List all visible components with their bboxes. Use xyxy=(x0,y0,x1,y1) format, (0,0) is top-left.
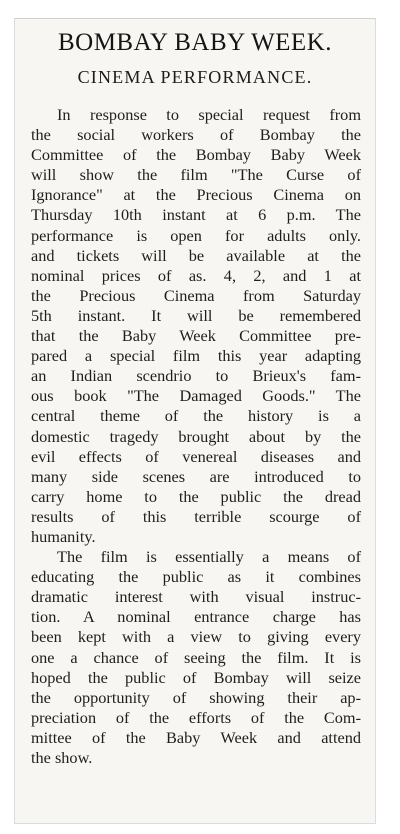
text-line: the show. xyxy=(31,748,93,767)
headline: BOMBAY BABY WEEK. xyxy=(57,29,333,56)
text-line: central theme of the history is a xyxy=(31,406,361,426)
text-line: tion. A nominal entrance charge has xyxy=(31,607,361,627)
text-line: ous book "The Damaged Goods." The xyxy=(31,386,361,406)
text-line: the Precious Cinema from Saturday xyxy=(31,285,361,305)
text-line: domestic tragedy brought about by the xyxy=(31,426,361,446)
subheadline: CINEMA PERFORMANCE. xyxy=(77,67,313,87)
paragraph-1 xyxy=(31,105,361,547)
text-line: educating the public as it combines xyxy=(31,567,361,587)
text-line: the opportunity of showing their ap- xyxy=(31,687,361,707)
article-body xyxy=(31,105,361,768)
text-line: carry home to the public the dread xyxy=(31,486,361,506)
text-line: hoped the public of Bombay will seize xyxy=(31,667,361,687)
text-line: performance is open for adults only. xyxy=(31,225,361,245)
text-line: many side scenes are introduced to xyxy=(31,466,361,486)
text-line: The film is essentially a means of xyxy=(57,547,361,567)
text-line: Ignorance" at the Precious Cinema on xyxy=(31,185,361,205)
text-line: dramatic interest with visual instruc- xyxy=(31,587,361,607)
text-line: results of this terrible scourge of xyxy=(31,506,361,526)
text-line: and tickets will be available at the xyxy=(31,245,361,265)
text-line: 5th instant. It will be remembered xyxy=(31,305,361,325)
text-line: the social workers of Bombay the xyxy=(31,125,361,145)
text-line: preciation of the efforts of the Com- xyxy=(31,707,361,727)
text-line: an Indian scendrio to Brieux's fam- xyxy=(31,366,361,386)
text-line: humanity. xyxy=(31,526,96,546)
text-line: evil effects of venereal diseases and xyxy=(31,446,361,466)
text-line: In response to special request from xyxy=(57,105,361,124)
text-line: Thursday 10th instant at 6 p.m. The xyxy=(31,205,361,225)
paragraph-2 xyxy=(31,547,361,768)
text-line: will show the film "The Curse of xyxy=(31,165,361,185)
text-line: one a chance of seeing the film. It is xyxy=(31,647,361,667)
text-line: Committee of the Bombay Baby Week xyxy=(31,145,361,165)
text-line: pared a special film this year adapting xyxy=(31,346,361,366)
text-line: been kept with a view to giving every xyxy=(31,627,361,647)
text-line: mittee of the Baby Week and attend xyxy=(31,727,361,747)
newspaper-clipping xyxy=(14,18,376,824)
text-line: that the Baby Week Committee pre- xyxy=(31,326,361,346)
text-line: nominal prices of as. 4, 2, and 1 at xyxy=(31,265,361,285)
